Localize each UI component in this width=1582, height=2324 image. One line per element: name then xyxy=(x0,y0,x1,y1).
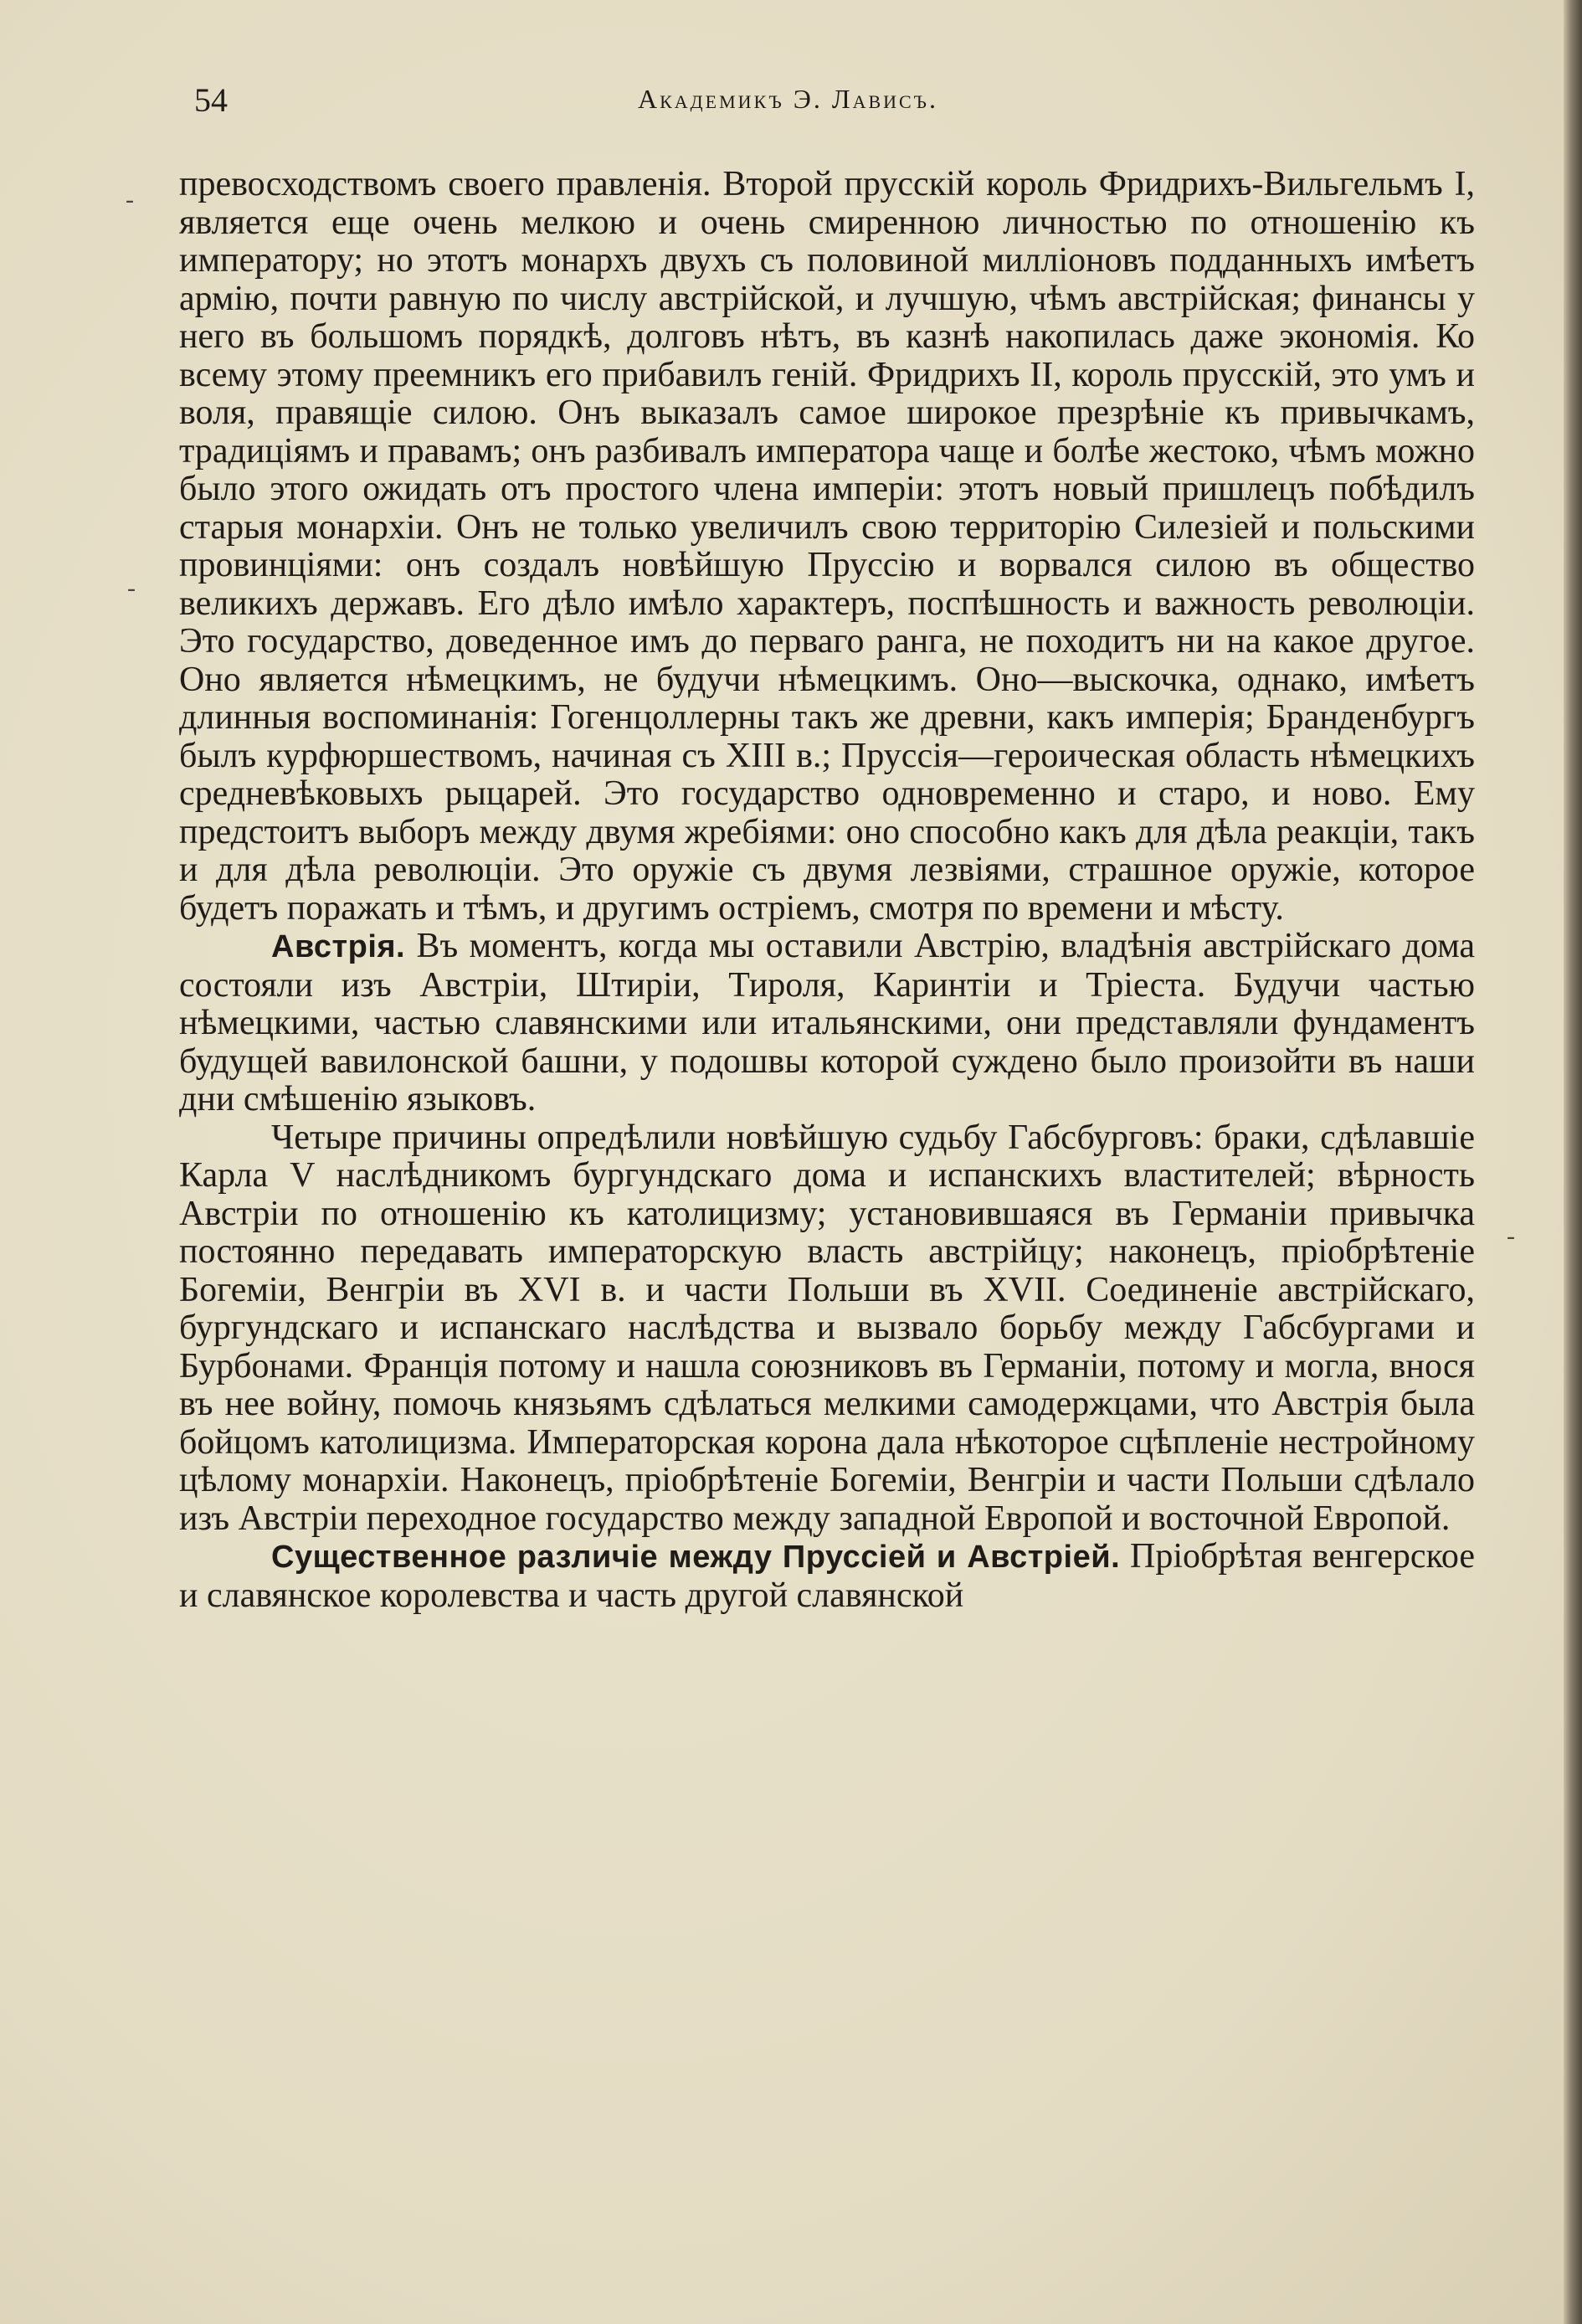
margin-tick-mark: - xyxy=(127,574,136,602)
paragraph-text: Четыре причины опредѣлили новѣйшую судьбу Габсбурговъ: браки, сдѣлавшіе Карла V наслѣдникомъ бургундскаго дома и испанскихъ властителей; вѣрность Австріи по отношенію къ католицизму; установившаяся въ Германіи привычка постоянно передавать императорскую власть австрійцу; наконецъ, пріобрѣтеніе Богеміи, Венгріи въ XVI в. и части Польши въ XVII. Соединеніе австрійскаго, бургундскаго и испанскаго наслѣдства и вызвало борьбу между Габсбургами и Бурбонами. Франція потому и нашла союзниковъ въ Германіи, потому и могла, внося въ нее войну, помочь князьямъ сдѣлаться мелкими самодержцами, что Австрія была бойцомъ католицизма. Императорская корона дала нѣкоторое сцѣпленіе нестройному цѣлому монархіи. Наконецъ, пріобрѣтеніе Богеміи, Венгріи и части Польши сдѣлало изъ Австріи переходное государство между западной Европой и восточной Европой. xyxy=(179,1118,1475,1538)
book-spine-edge xyxy=(1564,0,1582,2324)
paragraph-text: превосходствомъ своего правленія. Второй прусскій король Фридрихъ-Вильгельмъ I, является еще очень мелкою и очень смиренною личностью по отношенію къ императору; но этотъ монархъ двухъ съ половиной милліоновъ подданныхъ имѣетъ армію, почти равную по числу австрійской, и лучшую, чѣмъ австрійская; финансы у него въ большомъ порядкѣ, долговъ нѣтъ, въ казнѣ накопилась даже экономія. Ко всему этому преемникъ его прибавилъ геній. Фридрихъ II, король прусскій, это умъ и воля, правящіе силою. Онъ выказалъ самое широкое презрѣніе къ привычкамъ, традиціямъ и правамъ; онъ разбивалъ императора чаще и болѣе жестоко, чѣмъ можно было этого ожидать отъ простого члена имперіи: этотъ новый пришлецъ побѣдилъ старыя монархіи. Онъ не только увеличилъ свою территорію Силезіей и польскими провинціями: онъ создалъ новѣйшую Пруссію и ворвался силою въ общество великихъ державъ. Его дѣло имѣло характеръ, поспѣшность и важность революціи. Это государство, доведенное имъ до перваго ранга, не походитъ ни на какое другое. Оно является нѣмецкимъ, не будучи нѣмецкимъ. Оно—выскочка, однако, имѣетъ длинныя воспоминанія: Гогенцоллерны такъ же древни, какъ имперія; Бранденбургъ былъ курфюршествомъ, начиная съ XIII в.; Пруссія—героическая область нѣмецкихъ средневѣковыхъ рыцарей. Это государство одновременно и старо, и ново. Ему предстоитъ выборъ между двумя жребіями: оно способно какъ для дѣла реакціи, такъ и для дѣла революціи. Это оружіе съ двумя лезвіями, страшное оружіе, которое будетъ поражать и тѣмъ, и другимъ остріемъ, смотря по времени и мѣсту. xyxy=(179,165,1475,928)
page-number: 54 xyxy=(194,81,228,119)
running-title: Академикъ Э. Лависъ. xyxy=(638,84,938,114)
paragraph-prussia xyxy=(179,166,1475,928)
body-text xyxy=(179,166,1475,1615)
running-header xyxy=(194,80,1475,131)
paragraph-difference xyxy=(179,1538,1475,1615)
paragraph-text: Въ моментъ, когда мы оставили Австрію, владѣнія австрійскаго дома состояли изъ Австріи, Штиріи, Тироля, Каринтіи и Тріеста. Будучи частью нѣмецкими, частью славянскими или итальянскими, они представляли фундаментъ будущей вавилонской башни, у подошвы которой суждено было произойти въ наши дни смѣшенію языковъ. xyxy=(179,927,1476,1118)
section-heading-austria: Австрія. xyxy=(271,929,406,964)
margin-tick-mark: - xyxy=(1507,1222,1515,1250)
paragraph-text: Пріобрѣтая венгерское и славянское королевства и часть другой славянской xyxy=(179,1537,1476,1615)
paragraph-austria xyxy=(179,928,1475,1119)
paragraph-habsburg-causes xyxy=(179,1119,1475,1539)
margin-tick-mark: - xyxy=(126,186,134,213)
section-heading-difference: Существенное различіе между Пруссіей и Австріей. xyxy=(271,1540,1121,1575)
